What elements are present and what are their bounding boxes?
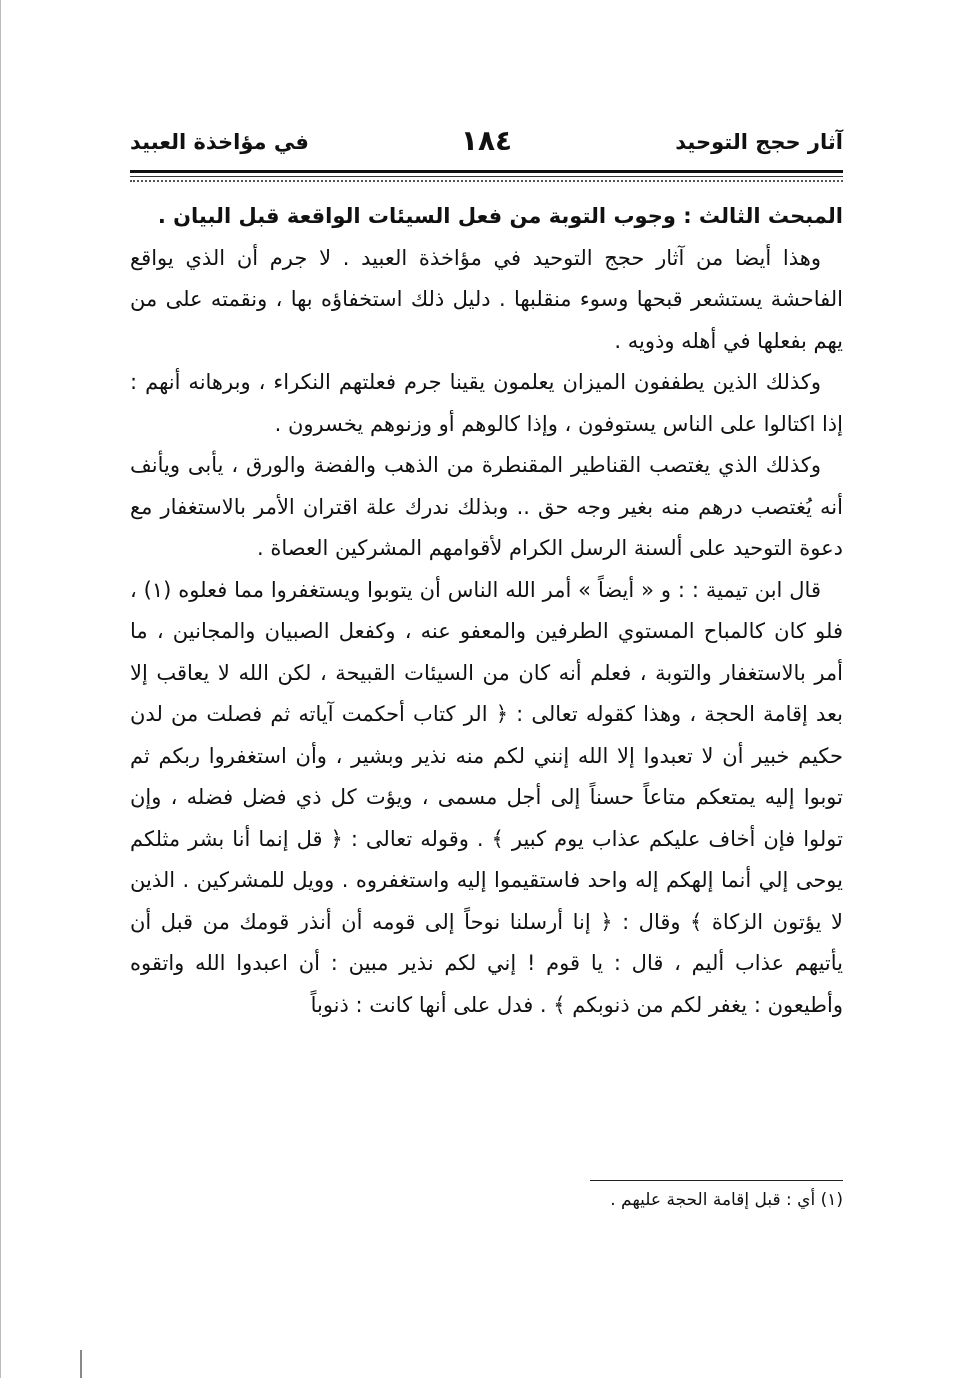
- margin-mark: [80, 1350, 82, 1378]
- paragraph-4: قال ابن تيمية : : و « أيضاً » أمر الله الناس أن يتوبوا ويستغفروا مما فعلوه (١) ، فلو كان كالمباح المستوي الطرفين والمعفو عنه ، وكفعل الصبيان والمجانين ، ما أمر بالاستغفار والتوبة ، فعلم أنه كان من السيئات القبيحة ، لكن الله لا يعاقب إلا بعد إقامة الحجة ، وهذا كقوله تعالى : ﴿ الر كتاب أحكمت آياته ثم فصلت من لدن حكيم خبير أن لا تعبدوا إلا الله إنني لكم منه نذير وبشير ، وأن استغفروا ربكم ثم توبوا إليه يمتعكم متاعاً حسناً إلى أجل مسمى ، ويؤت كل ذي فضل فضله ، وإن تولوا فإن أخاف عليكم عذاب يوم كبير ﴾ . وقوله تعالى : ﴿ قل إنما أنا بشر مثلكم يوحى إلي أنما إلهكم إله واحد فاستقيموا إليه واستغفروه . وويل للمشركين . الذين لا يؤتون الزكاة ﴾ وقال : ﴿ إنا أرسلنا نوحاً إلى قومه أن أنذر قومك من قبل أن يأتيهم عذاب أليم ، قال : يا قوم ! إني لكم نذير مبين : أن اعبدوا الله واتقوه وأطيعون : يغفر لكم من ذنوبكم ﴾ . فدل على أنها كانت : ذنوباً: [130, 577, 843, 1017]
- page-number: ١٨٤: [460, 124, 513, 157]
- paragraph-2: وكذلك الذين يطففون الميزان يعلمون يقينا جرم فعلتهم النكراء ، وبرهانه أنهم : إذا اكتالوا على الناس يستوفون ، وإذا كالوهم أو وزنوهم يخسرون .: [130, 370, 843, 436]
- running-header: [130, 124, 843, 168]
- chapter-title: في مؤاخذة العبيد: [130, 130, 309, 154]
- footnote: (١) أي : قبل إقامة الحجة عليهم .: [610, 1190, 843, 1210]
- header-rule-thin: [130, 176, 843, 177]
- book-title: آثار حجج التوحيد: [675, 130, 843, 154]
- page-binding-edge: [0, 0, 5, 1378]
- paragraph-1: وهذا أيضا من آثار حجج التوحيد في مؤاخذة العبيد . لا جرم أن الذي يواقع الفاحشة يستشعر قبحها وسوء منقلبها . دليل ذلك استخفاؤه بها ، ونقمته على من يهم بفعلها في أهله وذويه .: [130, 245, 843, 353]
- header-rule-dotted: [130, 180, 843, 182]
- section-title: المبحث الثالث : وجوب التوبة من فعل السيئات الواقعة قبل البيان .: [157, 204, 843, 228]
- footnote-rule: [590, 1180, 843, 1181]
- paragraph-3: وكذلك الذي يغتصب القناطير المقنطرة من الذهب والفضة والورق ، يأبى ويأنف أنه يُغتصب درهم منه بغير وجه حق .. وبذلك ندرك علة اقتران الأمر بالاستغفار مع دعوة التوحيد على ألسنة الرسل الكرام لأقوامهم المشركين العصاة .: [130, 453, 843, 560]
- body-text: [130, 196, 843, 1026]
- header-rule: [130, 170, 843, 173]
